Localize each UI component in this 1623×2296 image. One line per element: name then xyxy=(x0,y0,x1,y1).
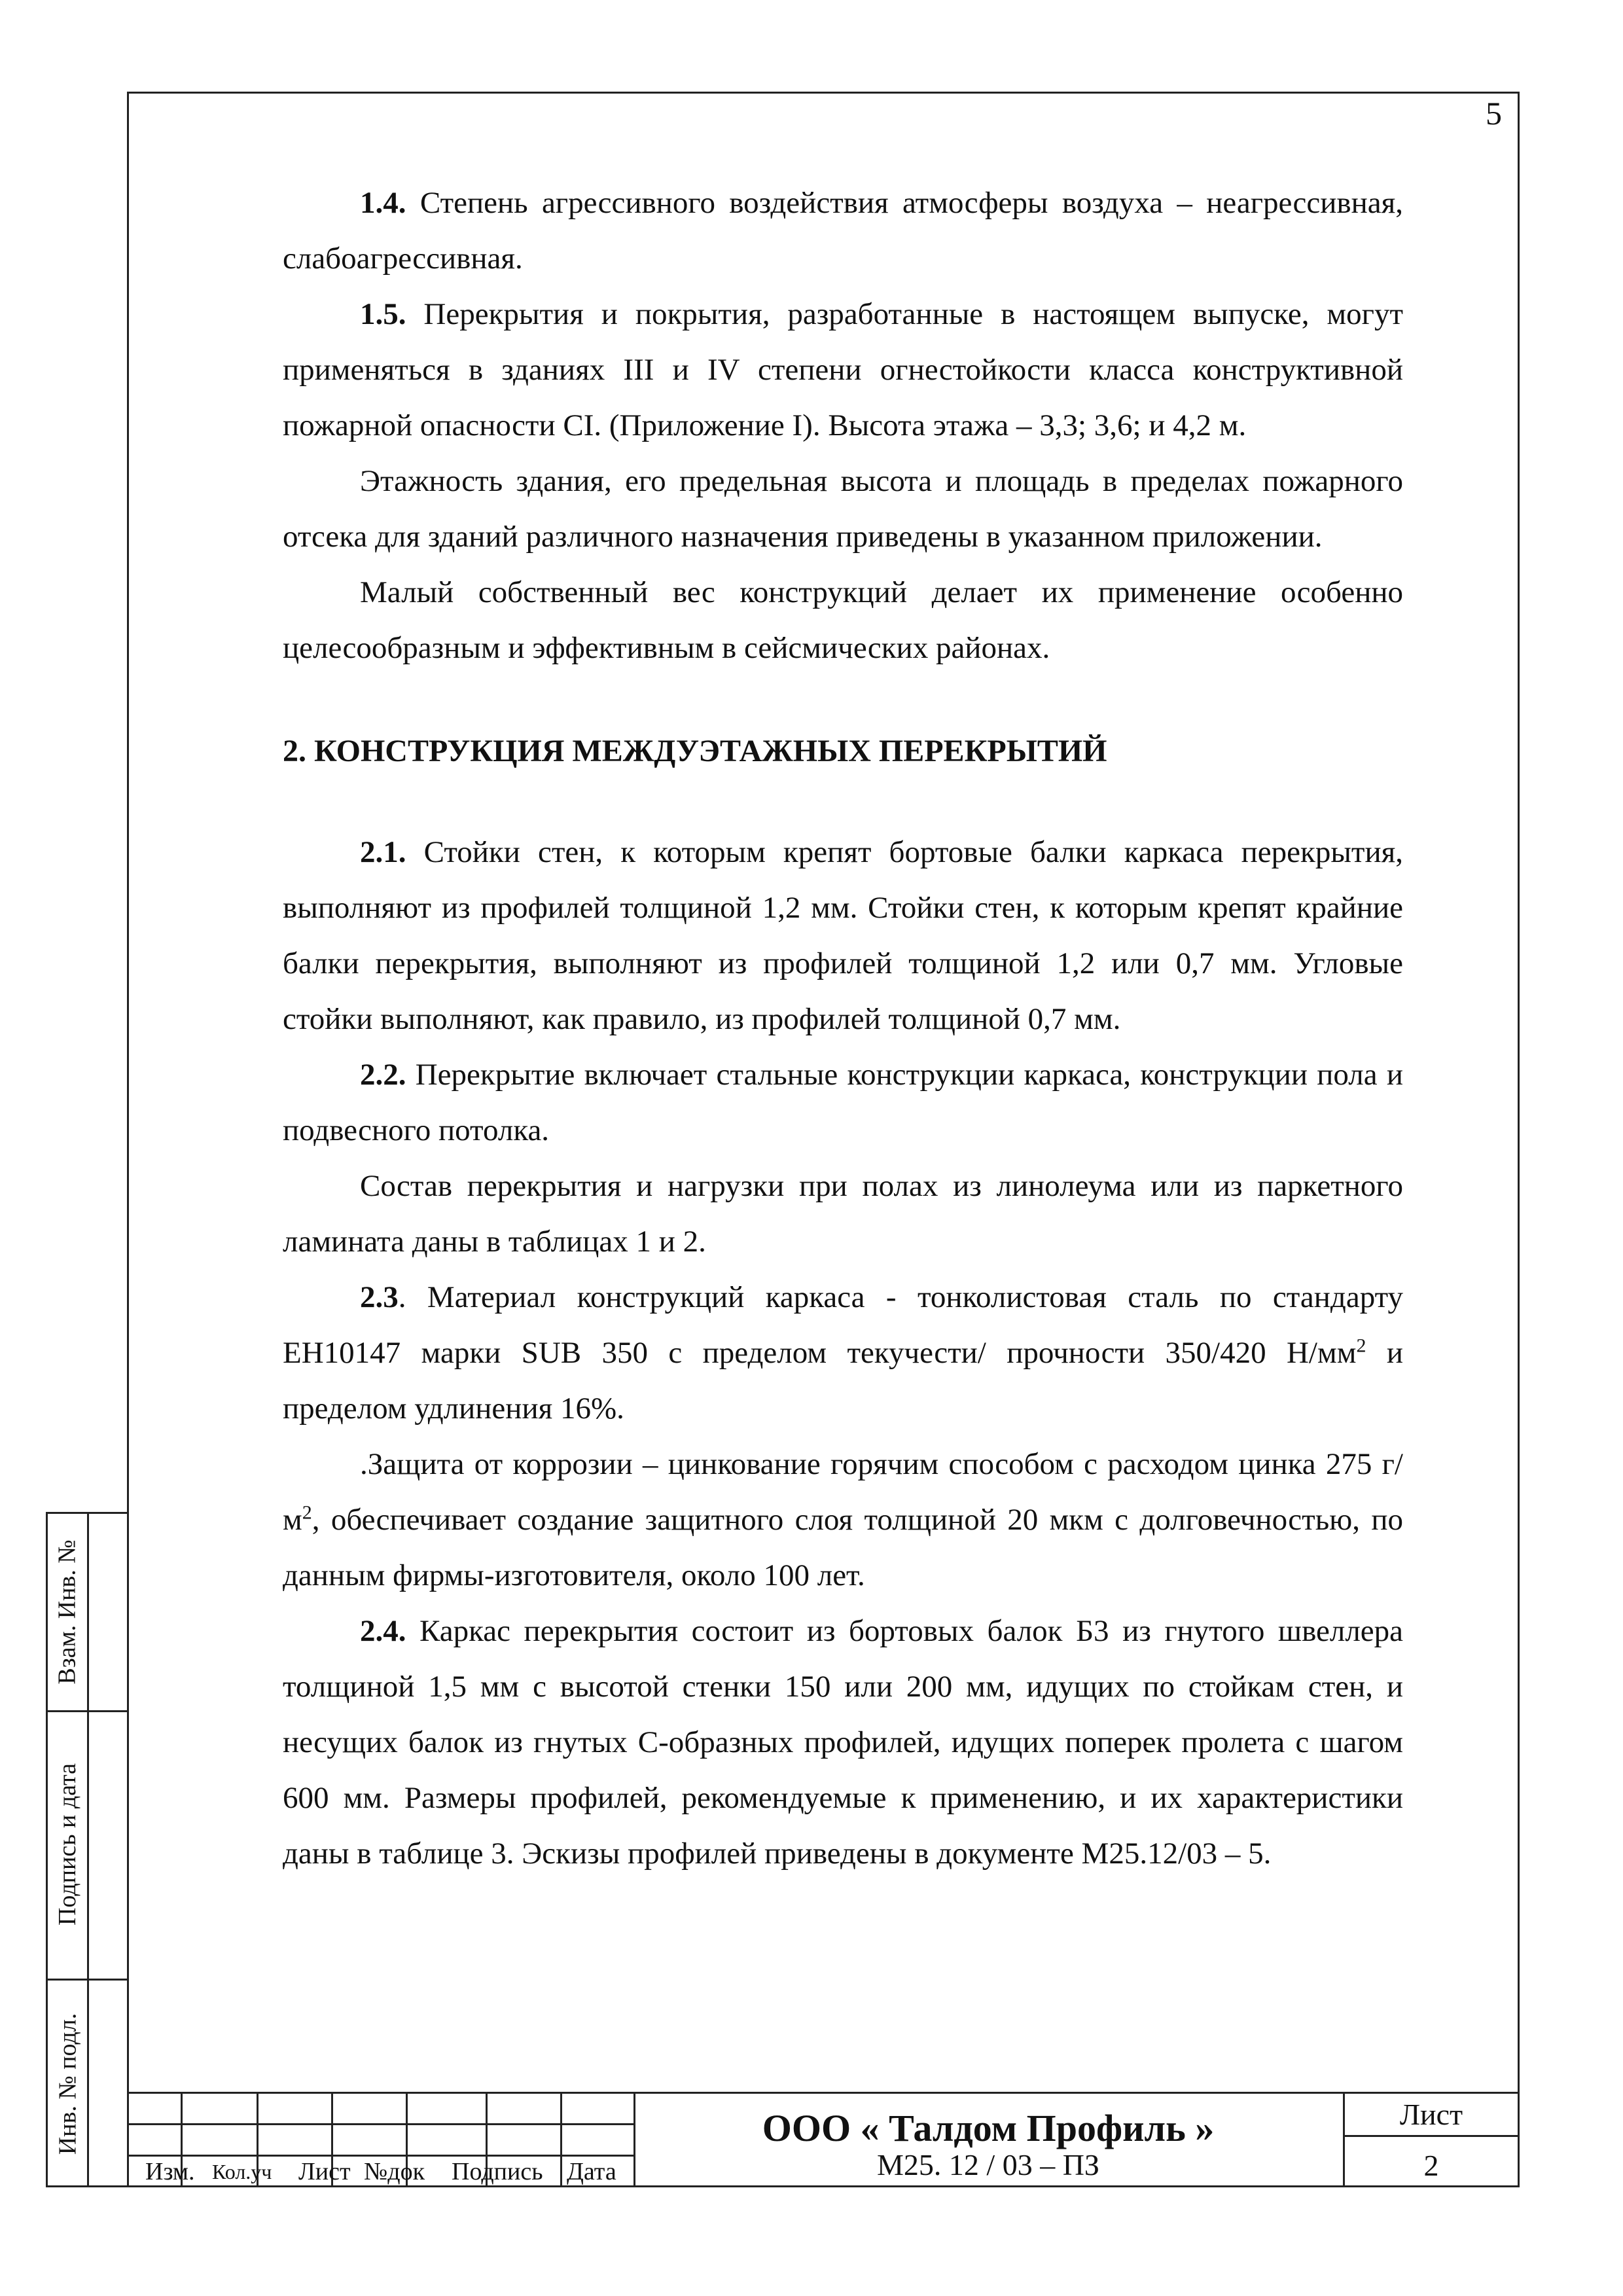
sheet-label: Лист xyxy=(1399,2098,1463,2131)
paragraph-text: Перекрытие включает стальные конструкции каркаса, конструкции пола и подвесного потолка. xyxy=(283,1058,1403,1147)
section-title: 2. КОНСТРУКЦИЯ МЕЖДУЭТАЖНЫХ ПЕРЕКРЫТИЙ xyxy=(283,734,1107,768)
paragraph-text: , обеспечивает создание защитного слоя толщиной 20 мкм с долговечностью, по данным фирмы-изготовителя, около 100 лет. xyxy=(283,1503,1403,1592)
superscript: 2 xyxy=(1356,1335,1366,1357)
paragraph-text: и пределом удлинения 16%. xyxy=(283,1336,1403,1426)
paragraph-2-1 xyxy=(283,825,1403,1047)
paragraph-1-4 xyxy=(283,175,1403,287)
paragraph-corrosion xyxy=(283,1437,1403,1604)
clause-number: 1.4. xyxy=(360,186,406,220)
sheet-number: 2 xyxy=(1423,2149,1439,2182)
organization-name: ООО « Талдом Профиль » xyxy=(762,2107,1215,2149)
document-body xyxy=(283,175,1403,1882)
col-podpis: Подпись xyxy=(452,2158,543,2185)
col-izm: Изм. xyxy=(145,2158,195,2185)
side-field-original-inv xyxy=(48,1979,87,2189)
side-field-label: Подпись и дата xyxy=(54,1763,82,1926)
clause-number: 2.4. xyxy=(360,1614,406,1648)
paragraph-1-5 xyxy=(283,287,1403,454)
paragraph-2-3 xyxy=(283,1270,1403,1437)
paragraph-2-2 xyxy=(283,1047,1403,1158)
col-list: Лист xyxy=(298,2158,351,2185)
side-field-signature-date xyxy=(48,1710,87,1979)
side-field-label: Взам. Инв. № xyxy=(54,1539,81,1685)
document-code: М25. 12 / 03 – ПЗ xyxy=(877,2148,1099,2181)
paragraph-text: . Материал конструкций каркаса - тонколистовая сталь по стандарту ЕН10147 марки SUB 350 с пределом текучести/ прочности 350/420 Н/мм xyxy=(283,1280,1403,1370)
clause-number: 2.3 xyxy=(360,1280,399,1314)
clause-number: 2.2. xyxy=(360,1058,406,1092)
paragraph-storeys: Этажность здания, его предельная высота и площадь в пределах пожарного отсека для зданий различного назначения приведены в указанном приложении. xyxy=(283,464,1403,554)
side-divider xyxy=(87,1514,89,2185)
paragraph-text: Каркас перекрытия состоит из бортовых балок Б3 из гнутого швеллера толщиной 1,5 мм с высотой стенки 150 или 200 мм, идущих по стойкам стен, и несущих балок из гнутых С-образных профилей, идущих поперек пролета с шагом 600 мм. Размеры профилей, рекомендуемые к применению, и их характеристики даны в таблице 3. Эскизы профилей приведены в документе М25.12/03 – 5. xyxy=(283,1614,1403,1871)
paragraph-text: Степень агрессивного воздействия атмосферы воздуха – неагрессивная, слабоагрессивная. xyxy=(283,186,1403,276)
side-field-replaced-inv xyxy=(48,1514,87,1710)
superscript: 2 xyxy=(302,1501,312,1524)
clause-number: 1.5. xyxy=(360,297,406,331)
col-ndok: №док xyxy=(364,2158,425,2185)
side-stamp xyxy=(46,1512,127,2187)
paragraph-text: Перекрытия и покрытия, разработанные в настоящем выпуске, могут применяться в зданиях III и IV степени огнестойкости класса конструктивной пожарной опасности CI. (Приложение I). Высота этажа – 3,3; 3,6; и 4,2 м. xyxy=(283,297,1403,442)
title-block xyxy=(127,2092,1520,2187)
paragraph-weight: Малый собственный вес конструкций делает их применение особенно целесообразным и эффективным в сейсмических районах. xyxy=(283,575,1403,665)
page-number: 5 xyxy=(1486,95,1502,132)
paragraph-text: Стойки стен, к которым крепят бортовые балки каркаса перекрытия, выполняют из профилей толщиной 1,2 мм. Стойки стен, к которым крепят крайние балки перекрытия, выполняют из профилей толщиной 1,2 или 0,7 мм. Угловые стойки выполняют, как правило, из профилей толщиной 0,7 мм. xyxy=(283,835,1403,1036)
clause-number: 2.1. xyxy=(360,835,406,869)
col-data: Дата xyxy=(567,2158,616,2185)
col-koluch: Кол.уч xyxy=(212,2160,272,2183)
side-field-label: Инв. № подл. xyxy=(54,2013,82,2155)
paragraph-2-4 xyxy=(283,1604,1403,1882)
paragraph-text: .Защита от коррозии – цинкование горячим способом с расходом цинка 275 г/м xyxy=(283,1447,1403,1537)
paragraph-composition: Состав перекрытия и нагрузки при полах из линолеума или из паркетного ламината даны в таблицах 1 и 2. xyxy=(283,1169,1403,1259)
